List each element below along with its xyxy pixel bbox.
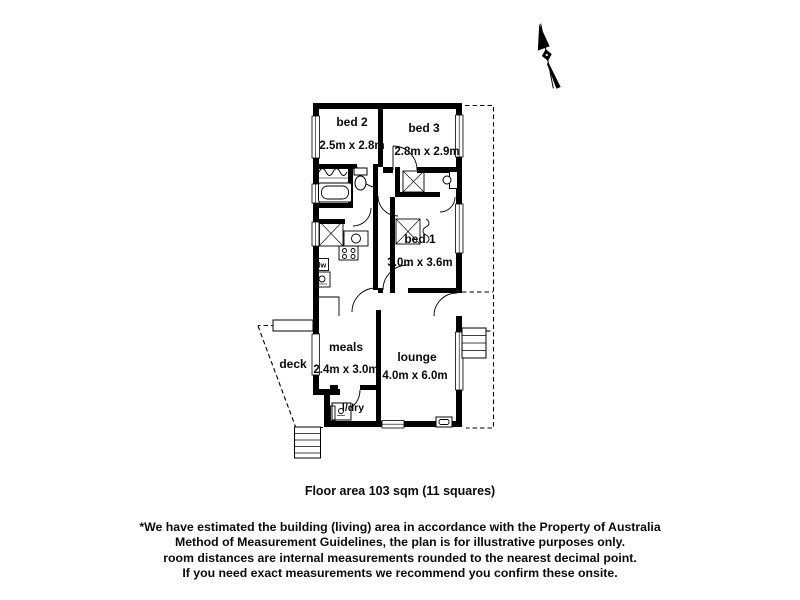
disclaimer-text bbox=[0, 520, 800, 582]
eave-outline bbox=[462, 106, 494, 429]
room-labels bbox=[279, 115, 459, 414]
room-label-lounge: lounge bbox=[397, 350, 437, 364]
toilet2-icon bbox=[443, 172, 458, 189]
shower-icon bbox=[319, 221, 343, 246]
wardrobe-bed2-icon bbox=[319, 169, 348, 179]
room-dims-bed3: 2.8m x 2.9m bbox=[394, 146, 460, 158]
room-label-deck: deck bbox=[279, 357, 307, 371]
toilet-icon bbox=[354, 168, 367, 190]
dishwasher-icon bbox=[314, 259, 329, 271]
room-dims-bed2: 2.5m x 2.8m bbox=[319, 140, 385, 152]
room-dims-lounge: 4.0m x 6.0m bbox=[382, 370, 448, 382]
room-dims-bed1: 3.0m x 3.6m bbox=[387, 257, 453, 269]
room-label-laundry: l/dry bbox=[341, 402, 365, 414]
bathtub-icon bbox=[319, 183, 352, 202]
floor-area-text: Floor area 103 sqm (11 squares) bbox=[304, 484, 496, 498]
kitchen-bench bbox=[318, 297, 339, 316]
disclaimer-line-2: Method of Measurement Guidelines, the plan is for illustrative purposes only. bbox=[174, 535, 626, 550]
disclaimer-line-3: room distances are internal measurements rounded to the nearest decimal point. bbox=[163, 550, 637, 565]
heater-icon bbox=[436, 417, 452, 427]
stairs-left-icon bbox=[295, 427, 321, 458]
room-label-meals: meals bbox=[328, 340, 364, 354]
disclaimer-line-4: If you need exact measurements we recommend you confirm these onsite. bbox=[182, 566, 618, 581]
north-arrow-icon bbox=[533, 22, 561, 91]
stairs-right-icon bbox=[462, 328, 486, 358]
disclaimer-line-1: *We have estimated the building (living) area in accordance with the Property of Australia bbox=[139, 520, 661, 534]
dishwasher-label: dw bbox=[315, 260, 327, 270]
deck-landing bbox=[273, 320, 313, 331]
shower-wc2-icon bbox=[403, 171, 424, 192]
room-label-bed1: bed 1 bbox=[404, 232, 436, 246]
entry-door-opening bbox=[456, 293, 464, 316]
stove-icon bbox=[339, 246, 358, 260]
room-label-bed2: bed 2 bbox=[336, 115, 368, 129]
vanity-basin-icon bbox=[344, 231, 368, 246]
room-dims-meals: 2.4m x 3.0m bbox=[313, 364, 379, 376]
room-label-bed3: bed 3 bbox=[408, 121, 440, 135]
